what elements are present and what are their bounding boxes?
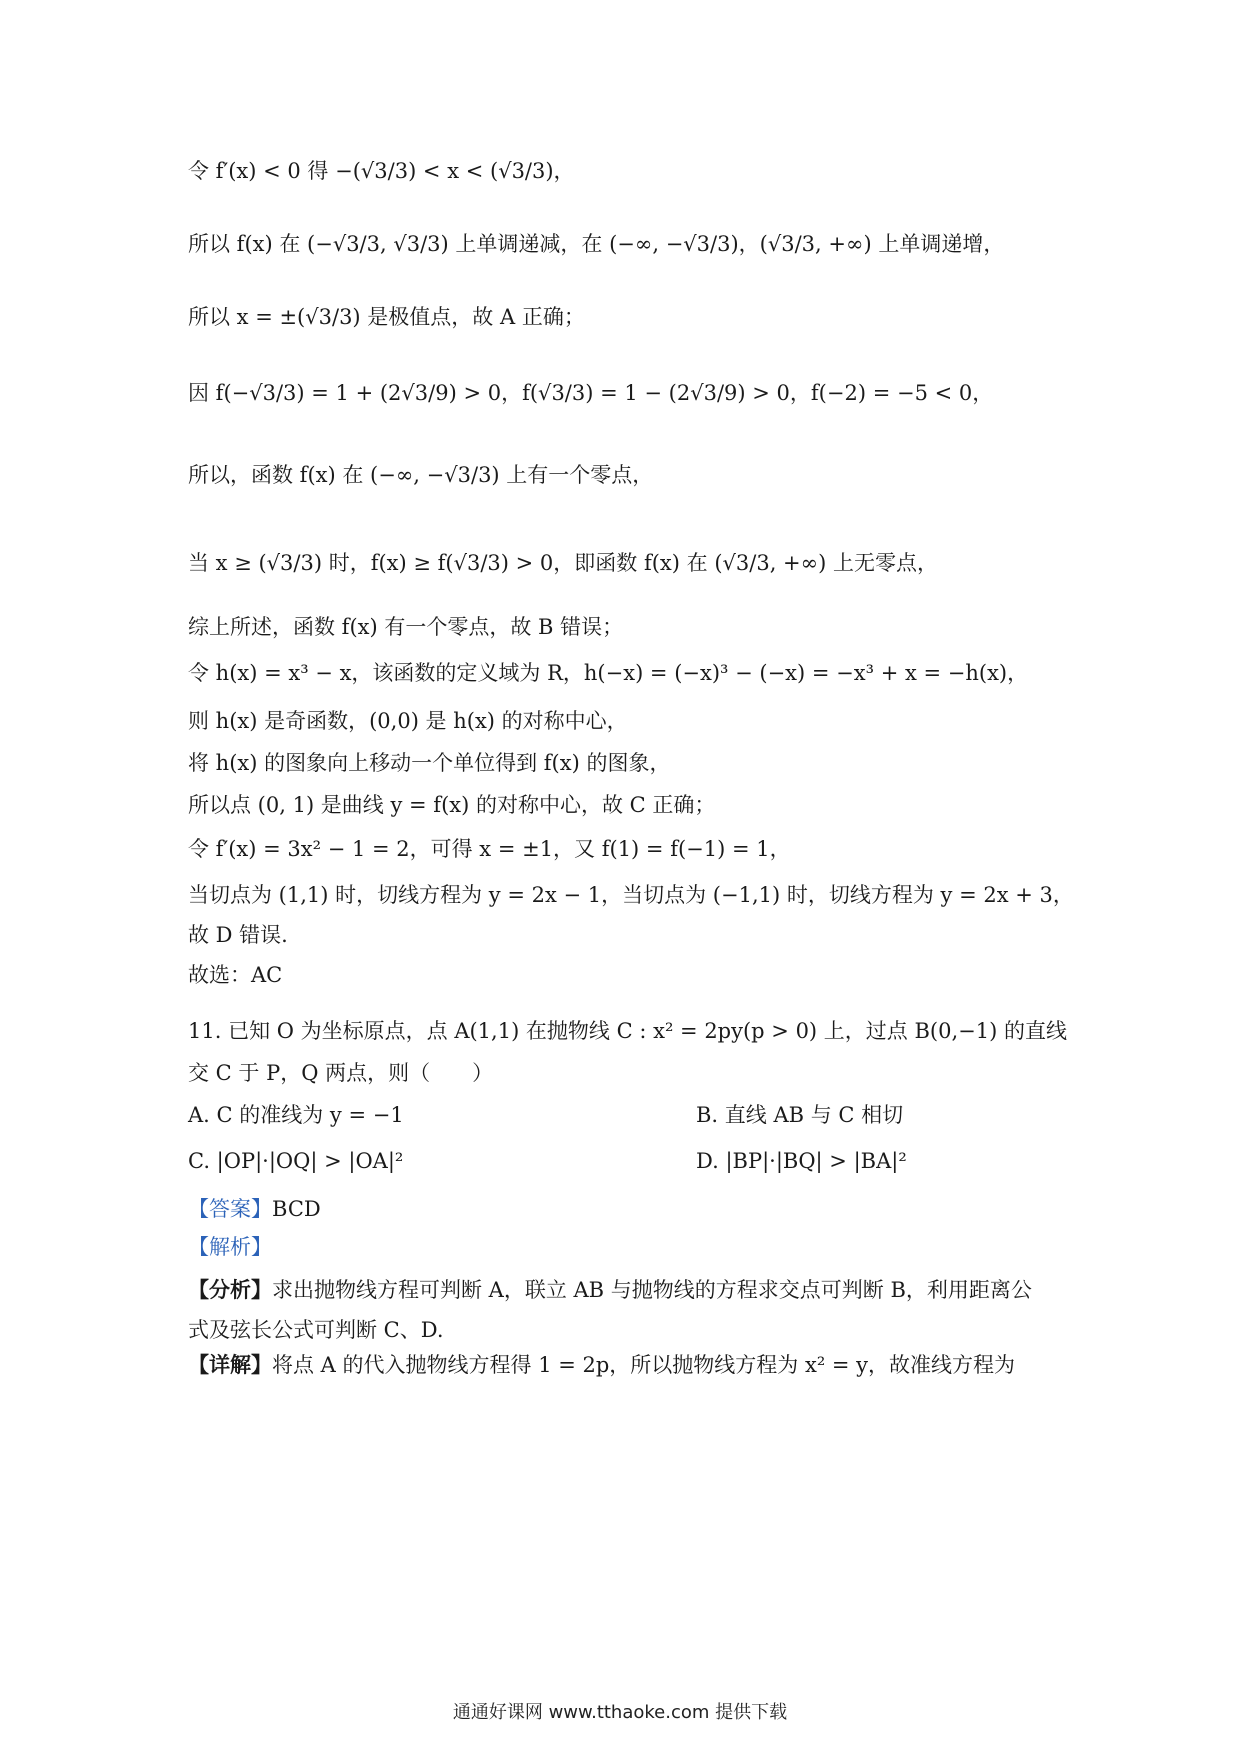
option-b: B. 直线 AB 与 C 相切: [696, 1103, 904, 1127]
text-line: 将 h(x) 的图象向上移动一个单位得到 f(x) 的图象，: [188, 751, 671, 775]
text-line: 令 f′(x) = 3x² − 1 = 2，可得 x = ±1，又 f(1) = f(−1) = 1，: [188, 837, 791, 861]
text-line: 故选：AC: [188, 963, 283, 987]
xiangjie-tag: 【详解】: [188, 1352, 272, 1377]
text-line: 当切点为 (1,1) 时，切线方程为 y = 2x − 1，当切点为 (−1,1) 时，切线方程为 y = 2x + 3，: [188, 883, 1074, 907]
fenxi-tag: 【分析】: [188, 1277, 272, 1302]
option-a: A. C 的准线为 y = −1: [188, 1103, 404, 1127]
text-line: 因 f(−√3/3) = 1 + (2√3/9) > 0，f(√3/3) = 1 − (2√3/9) > 0，f(−2) = −5 < 0，: [188, 381, 994, 405]
text-line: 故 D 错误.: [188, 923, 288, 947]
text-line: 所以 x = ±(√3/3) 是极值点，故 A 正确；: [188, 305, 585, 329]
fenxi-text: 求出抛物线方程可判断 A，联立 AB 与抛物线的方程求交点可判断 B，利用距离公式及弦长公式可判断 C、D.: [188, 1278, 1032, 1342]
question-11-stem: 11. 已知 O 为坐标原点，点 A(1,1) 在抛物线 C : x² = 2py(p > 0) 上，过点 B(0,−1) 的直线: [188, 1019, 1067, 1043]
text-line: 所以点 (0, 1) 是曲线 y = f(x) 的对称中心，故 C 正确；: [188, 793, 716, 817]
answer-row: [188, 1194, 1050, 1224]
option-d: D. |BP|·|BQ| > |BA|²: [696, 1149, 907, 1173]
analysis-tag: 【解析】: [188, 1235, 272, 1259]
text-line: 令 h(x) = x³ − x，该函数的定义域为 R，h(−x) = (−x)³ − (−x) = −x³ + x = −h(x)，: [188, 661, 1029, 685]
text-line: 则 h(x) 是奇函数，(0,0) 是 h(x) 的对称中心，: [188, 709, 628, 733]
answer-value: BCD: [272, 1197, 321, 1221]
page-footer: 通通好课网 www.tthaoke.com 提供下载: [452, 1702, 788, 1723]
xiangjie-paragraph: [188, 1350, 1050, 1380]
text-line: 令 f′(x) < 0 得 −(√3/3) < x < (√3/3)，: [188, 159, 575, 183]
fenxi-paragraph: [188, 1270, 1050, 1350]
text-line: 所以，函数 f(x) 在 (−∞, −√3/3) 上有一个零点，: [188, 463, 654, 487]
option-c: C. |OP|·|OQ| > |OA|²: [188, 1149, 404, 1173]
answer-tag: 【答案】: [188, 1197, 272, 1221]
text-line: 所以 f(x) 在 (−√3/3, √3/3) 上单调递减，在 (−∞, −√3/3)，(√3/3, +∞) 上单调递增，: [188, 232, 1005, 256]
text-line: 综上所述，函数 f(x) 有一个零点，故 B 错误；: [188, 615, 624, 639]
text-line: 当 x ≥ (√3/3) 时，f(x) ≥ f(√3/3) > 0，即函数 f(x) 在 (√3/3, +∞) 上无零点，: [188, 551, 939, 575]
question-11-stem-cont: 交 C 于 P，Q 两点，则（ ）: [188, 1061, 494, 1085]
analysis-heading: [188, 1232, 1050, 1262]
xiangjie-text: 将点 A 的代入抛物线方程得 1 = 2p，所以抛物线方程为 x² = y，故准线方程为: [272, 1353, 1016, 1377]
